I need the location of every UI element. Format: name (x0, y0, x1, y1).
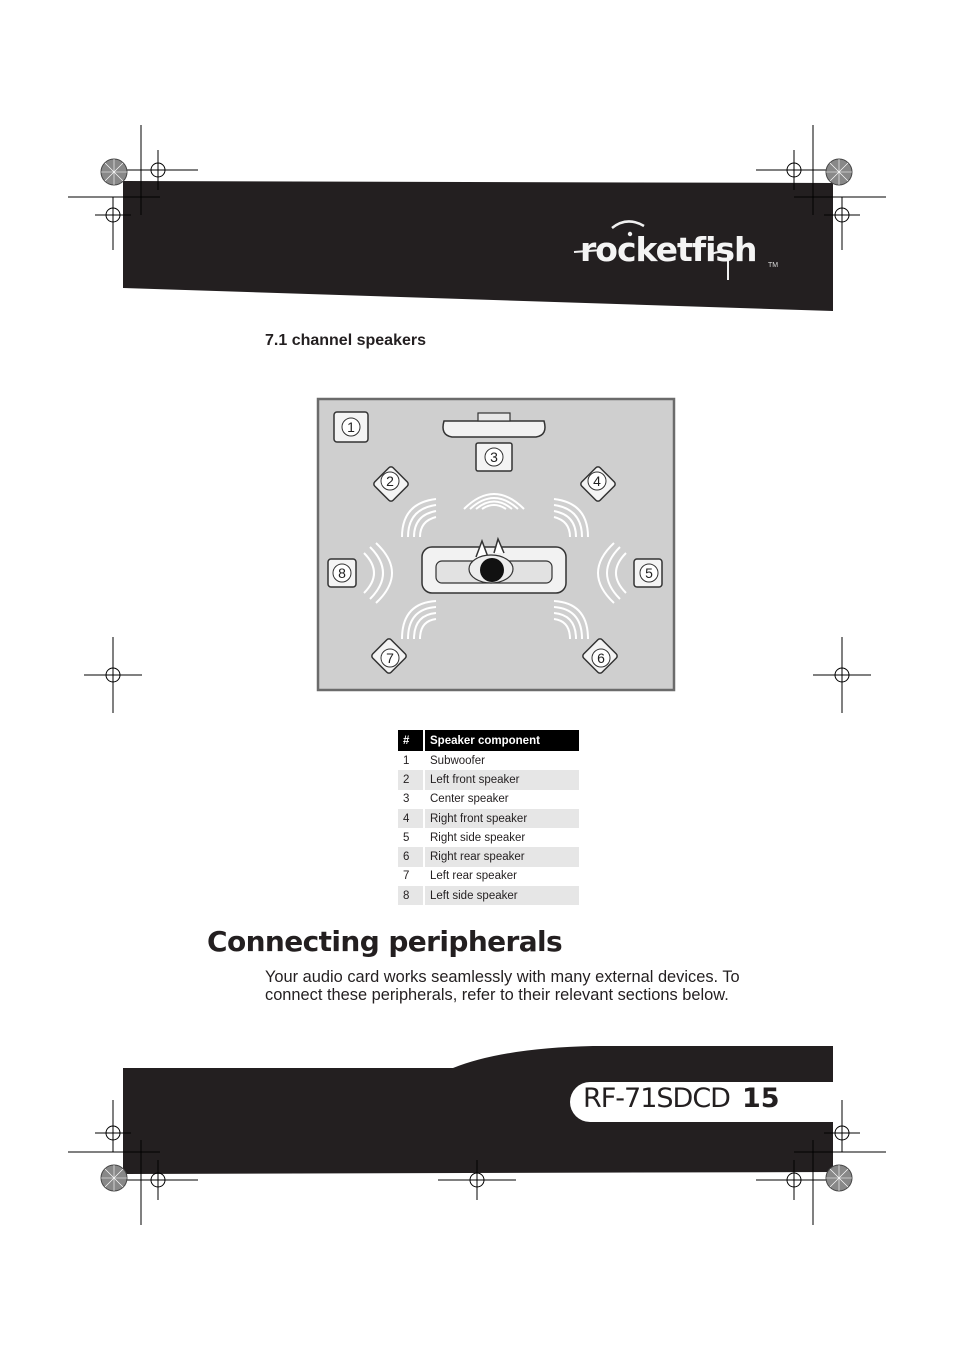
row-component: Subwoofer (430, 754, 485, 767)
diagram-label-3: 3 (490, 449, 498, 465)
row-component: Right front speaker (425, 809, 579, 828)
row-number: 2 (398, 770, 423, 789)
table-row (398, 847, 579, 866)
row-component: Right rear speaker (425, 847, 579, 866)
table-row (398, 828, 579, 847)
intro-paragraph: Your audio card works seamlessly with many external devices. To connect these peripherals, refer to their relevant sections below. (265, 968, 740, 1004)
diagram-label-8: 8 (338, 565, 346, 581)
row-number: 5 (403, 831, 410, 844)
row-number: 8 (398, 886, 423, 905)
table-row (398, 770, 579, 789)
table-header-number: # (398, 730, 423, 751)
diagram-label-1: 1 (347, 419, 355, 435)
table-row (398, 867, 579, 886)
section-heading: 7.1 channel speakers (265, 332, 426, 349)
table-header-component: Speaker component (425, 730, 579, 751)
row-component: Left front speaker (425, 770, 579, 789)
rocketfish-logo (572, 214, 787, 284)
diagram-label-4: 4 (593, 473, 601, 489)
table-row (398, 809, 579, 828)
row-number: 1 (403, 754, 410, 767)
speaker-component-table (398, 730, 579, 905)
row-component: Right side speaker (430, 831, 526, 844)
main-heading: Connecting peripherals (207, 925, 563, 958)
row-component: Left side speaker (425, 886, 579, 905)
diagram-label-6: 6 (597, 650, 605, 666)
table-row (398, 751, 579, 770)
diagram-label-5: 5 (645, 565, 653, 581)
row-number: 3 (403, 793, 410, 806)
row-component: Left rear speaker (430, 870, 517, 883)
page-number: 15 (742, 1083, 780, 1114)
logo-trademark: TM (768, 262, 779, 269)
diagram-label-7: 7 (386, 650, 394, 666)
model-name: RF-71SDCD (583, 1083, 730, 1114)
row-number: 4 (398, 809, 423, 828)
row-number: 6 (398, 847, 423, 866)
couch-icon (422, 539, 566, 593)
table-header-row (398, 730, 579, 751)
logo-wordmark: rocketfish (580, 230, 757, 269)
table-row (398, 790, 579, 809)
diagram-label-2: 2 (386, 473, 394, 489)
row-number: 7 (403, 870, 410, 883)
speaker-layout-diagram (316, 397, 676, 692)
row-component: Center speaker (430, 793, 509, 806)
table-row (398, 886, 579, 905)
